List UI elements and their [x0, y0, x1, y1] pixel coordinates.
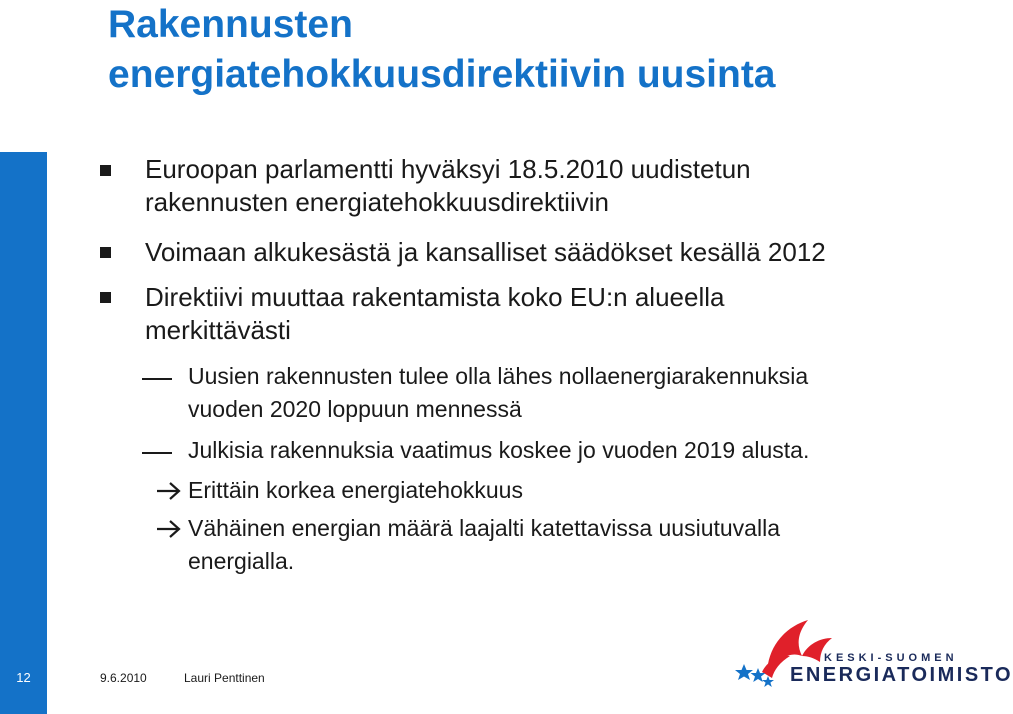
bullet-1-line-2: rakennusten energiatehokkuusdirektiivin: [145, 187, 609, 217]
arrow-text-2: [188, 512, 780, 578]
bullet-3-line-2: merkittävästi: [145, 315, 291, 345]
arrow-1-line-1: Erittäin korkea energiatehokkuus: [188, 477, 523, 503]
arrow-right-icon: [155, 518, 183, 540]
arrow-2-line-1: Vähäinen energian määrä laajalti katettavissa uusiutuvalla: [188, 515, 780, 541]
arrow-2-line-2: energialla.: [188, 548, 295, 574]
page-number: 12: [16, 670, 31, 685]
bullet-text-1: [145, 153, 751, 219]
title-line-1: Rakennusten: [108, 3, 353, 46]
bullet-2-line-1: Voimaan alkukesästä ja kansalliset säädökset kesällä 2012: [145, 237, 826, 267]
organization-logo: [728, 612, 1013, 714]
title-line-2: energiatehokkuusdirektiivin uusinta: [108, 53, 776, 96]
bullet-1-line-1: Euroopan parlamentti hyväksyi 18.5.2010 uudistetun: [145, 154, 751, 184]
square-bullet-icon: [100, 247, 111, 258]
sub-bullet-text-2: [188, 434, 809, 467]
footer-date: 9.6.2010: [100, 671, 147, 685]
arrow-text-1: [188, 474, 523, 507]
bullet-text-3: [145, 281, 724, 347]
bullet-text-2: [145, 236, 826, 269]
square-bullet-icon: [100, 292, 111, 303]
sub-bullet-1-line-1: Uusien rakennusten tulee olla lähes nollaenergiarakennuksia: [188, 363, 809, 389]
square-bullet-icon: [100, 165, 111, 176]
dash-bullet-icon: [142, 378, 172, 380]
sub-bullet-1-line-2: vuoden 2020 loppuun mennessä: [188, 396, 522, 422]
logo-text-top: KESKI-SUOMEN: [824, 652, 958, 664]
footer-author: Lauri Penttinen: [184, 671, 265, 685]
arrow-right-icon: [155, 480, 183, 502]
logo-text-bottom: ENERGIATOIMISTO: [790, 664, 1013, 686]
sub-bullet-text-1: [188, 360, 808, 426]
dash-bullet-icon: [142, 452, 172, 454]
sub-bullet-2-line-1: Julkisia rakennuksia vaatimus koskee jo vuoden 2019 alusta.: [188, 437, 810, 463]
bullet-3-line-1: Direktiivi muuttaa rakentamista koko EU:n alueella: [145, 282, 725, 312]
